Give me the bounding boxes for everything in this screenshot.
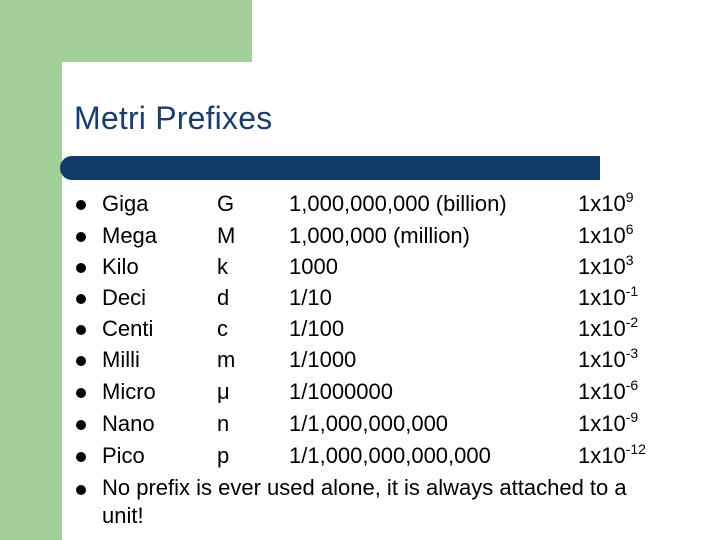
exponent: 9 xyxy=(625,189,634,205)
prefix-row-nano xyxy=(0,408,720,440)
prefix-value: 1/1,000,000,000,000 xyxy=(289,443,491,468)
prefix-row-deci xyxy=(0,282,720,314)
bullet-icon xyxy=(76,325,86,335)
prefix-row-micro xyxy=(0,376,720,408)
prefix-symbol: μ xyxy=(217,379,230,404)
prefix-value: 1,000,000 (million) xyxy=(289,223,470,248)
prefix-name: Centi xyxy=(102,316,154,341)
prefix-row-mega xyxy=(0,220,720,252)
bullet-icon xyxy=(76,452,86,462)
exponent: -1 xyxy=(625,283,639,299)
bullet-icon xyxy=(76,294,86,304)
exponent: 3 xyxy=(625,252,634,268)
prefix-symbol: k xyxy=(217,254,228,279)
prefix-row-kilo xyxy=(0,251,720,283)
exponent: -9 xyxy=(625,409,639,425)
bullet-icon xyxy=(76,388,86,398)
prefix-row-giga xyxy=(0,188,720,220)
exponent: -2 xyxy=(625,314,639,330)
prefix-name: Milli xyxy=(102,347,140,372)
exponent: 6 xyxy=(625,221,634,237)
prefix-scientific: $1x10^{-12}$ xyxy=(578,441,646,468)
bullet-icon xyxy=(76,485,86,495)
prefix-name: Mega xyxy=(102,223,158,248)
prefix-scientific: $1x10^{-3}$ xyxy=(578,345,639,372)
exponent: -6 xyxy=(625,377,639,393)
prefix-name: Nano xyxy=(102,411,155,436)
bullet-icon xyxy=(76,420,86,430)
prefix-name: Kilo xyxy=(102,254,139,279)
exponent: -3 xyxy=(625,345,639,361)
bullet-icon xyxy=(76,200,86,210)
prefix-name: Micro xyxy=(102,379,156,404)
prefix-name: Deci xyxy=(102,285,147,310)
exponent: -12 xyxy=(625,441,646,457)
bullet-icon xyxy=(76,356,86,366)
prefix-value: 1000 xyxy=(289,254,338,279)
prefix-symbol: G xyxy=(217,191,235,216)
prefix-scientific: $1x10^{-2}$ xyxy=(578,314,639,341)
prefix-scientific: $1x10^3$ xyxy=(578,252,634,279)
prefix-scientific: $1x10^9$ xyxy=(578,189,634,216)
prefix-symbol: M xyxy=(217,223,236,248)
prefix-value: 1/1,000,000,000 xyxy=(289,411,449,436)
prefix-note: No prefix is ever used alone, it is always attached to a unit! xyxy=(102,475,627,528)
prefix-symbol: c xyxy=(217,316,228,341)
prefix-scientific: $1x10^{-9}$ xyxy=(578,409,639,436)
slide-title: Metri Prefixes xyxy=(74,100,273,136)
prefix-row-centi xyxy=(0,313,720,345)
prefix-symbol: n xyxy=(217,411,230,436)
prefix-scientific: $1x10^6$ xyxy=(578,221,634,248)
prefix-value: 1/1000 xyxy=(289,347,357,372)
prefix-symbol: d xyxy=(217,285,230,310)
prefix-name: Giga xyxy=(102,191,149,216)
bullet-icon xyxy=(76,263,86,273)
prefix-row-pico xyxy=(0,440,720,472)
prefix-symbol: m xyxy=(217,347,236,372)
prefix-value: 1/1000000 xyxy=(289,379,393,404)
prefix-value: 1/10 xyxy=(289,285,332,310)
prefix-value: 1/100 xyxy=(289,316,345,341)
prefix-row-milli xyxy=(0,344,720,376)
prefix-scientific: $1x10^{-1}$ xyxy=(578,283,639,310)
bullet-icon xyxy=(76,232,86,242)
prefix-symbol: p xyxy=(217,443,230,468)
prefix-name: Pico xyxy=(102,443,145,468)
prefix-value: 1,000,000,000 (billion) xyxy=(289,191,507,216)
prefix-scientific: $1x10^{-6}$ xyxy=(578,377,639,404)
